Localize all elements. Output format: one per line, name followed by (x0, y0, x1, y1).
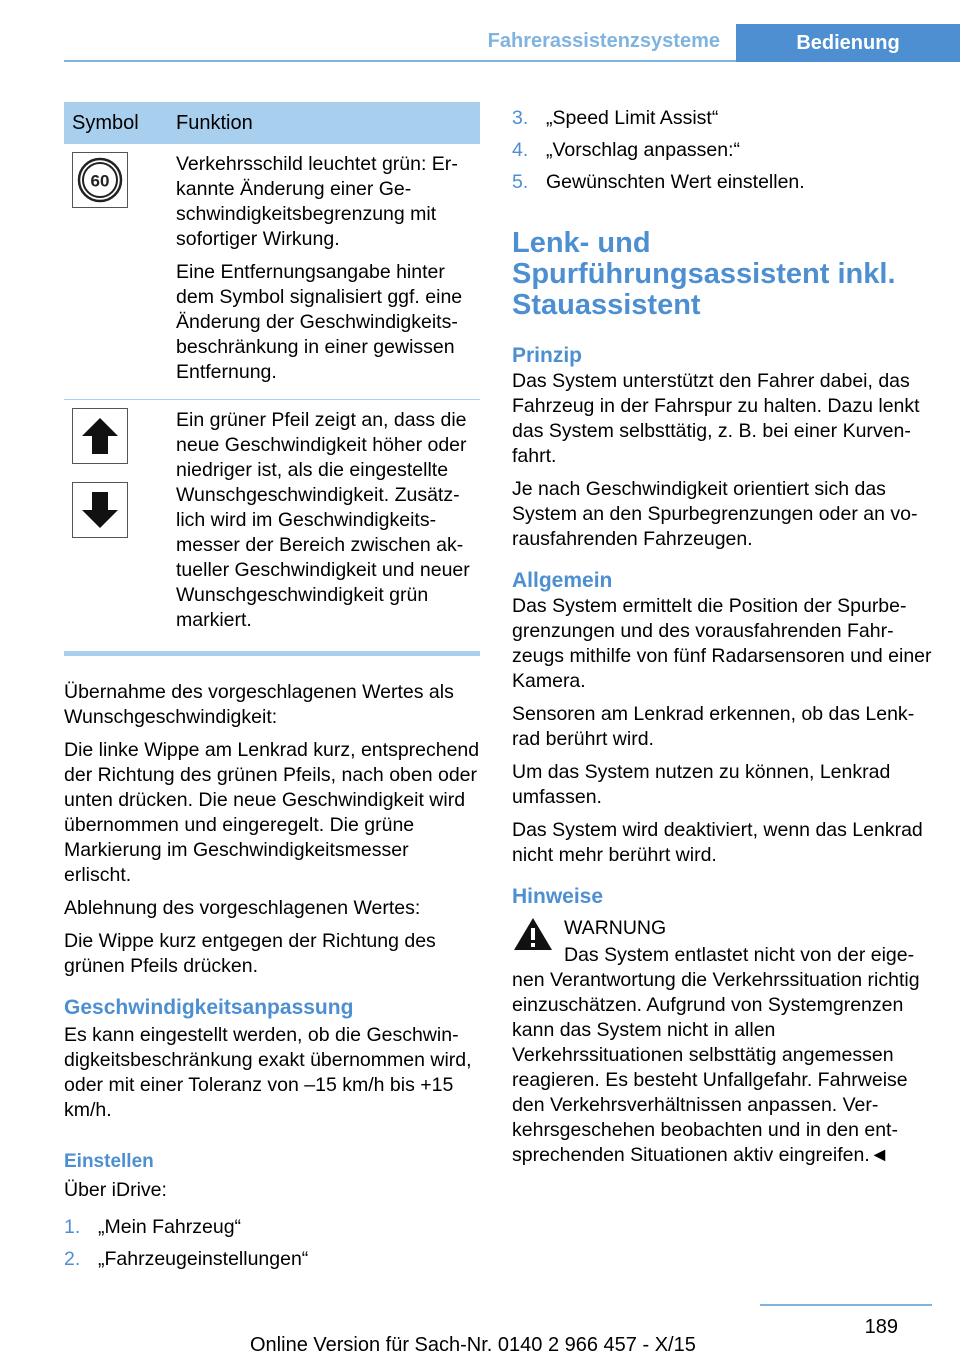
paragraph: Übernahme des vorgeschlagenen Wertes als Wunschgeschwindigkeit: (64, 681, 454, 728)
warning-label: WARNUNG (564, 917, 667, 939)
general-text (512, 594, 932, 868)
heading-notes: Hinweise (512, 885, 604, 908)
step-number: 3. (512, 107, 529, 129)
paragraph: Das System wird deaktiviert, wenn das Lenkrad nicht mehr berührt wird. (512, 819, 923, 866)
paragraph: Die Wippe kurz entgegen der Richtung des grünen Pfeils drücken. (64, 930, 436, 977)
online-version-note: Online Version für Sach-Nr. 0140 2 966 457 - X/15 (250, 1334, 696, 1356)
function-text: Ein grüner Pfeil zeigt an, dass die neue Geschwindigkeit höher oder niedriger ist, als die eingestellte Wunschgeschwindigkeit. Zusätzlich wird im Geschwindigkeitsmesser der Bereich zwischen aktueller Geschwindigkeit und neuer Wunschgeschwindigkeit grün markiert. (176, 409, 470, 631)
paragraph: Das System unterstützt den Fahrer dabei, das Fahrzeug in der Fahrspur zu halten. Dazu lenkt das System selbsttätig, z. B. bei einer Kurvenfahrt. (512, 370, 920, 467)
left-body-text (64, 680, 480, 979)
table-cell-function (168, 400, 480, 648)
table-header-row (64, 102, 480, 144)
list-item (64, 1243, 480, 1275)
warning-triangle-icon (512, 916, 554, 952)
step-text: „Fahrzeugeinstellungen“ (98, 1248, 309, 1270)
arrow-down-icon (72, 482, 128, 538)
table-cell-symbol (64, 144, 168, 400)
step-text: Gewünschten Wert einstellen. (546, 171, 805, 193)
step-text: „Mein Fahrzeug“ (98, 1216, 242, 1238)
right-column (512, 102, 932, 1168)
table-cell-symbol (64, 400, 168, 648)
warning-block (512, 916, 932, 941)
table-cell-function (168, 144, 480, 400)
arrow-up-icon (72, 408, 128, 464)
speed-sign-value: 60 (90, 171, 110, 191)
step-number: 5. (512, 171, 529, 193)
symbol-table (64, 102, 480, 647)
paragraph: Ablehnung des vorgeschlagenen Wertes: (64, 897, 421, 919)
step-number: 1. (64, 1216, 81, 1238)
left-column (64, 102, 480, 1275)
paragraph: Über iDrive: (64, 1179, 167, 1201)
header-chapter-tab: Bedienung (736, 24, 960, 62)
heading-settings: Einstellen (64, 1151, 154, 1172)
paragraph: Es kann eingestellt werden, ob die Geschwindigkeitsbeschränkung exakt übernommen wird, oder mit einer Toleranz von –15 km/h bis +15 km/h. (64, 1024, 472, 1121)
paragraph: Das System ermittelt die Position der Spurbegrenzungen und des vorausfahrenden Fahrzeugs mithilfe von fünf Radarsensoren und einer Kamera. (512, 595, 932, 692)
list-item (512, 102, 932, 134)
table-header-symbol: Symbol (64, 102, 168, 144)
table-end-rule (64, 651, 480, 656)
page-number: 189 (864, 1316, 898, 1338)
speed-sign-60-icon (72, 152, 128, 208)
table-header-function: Funktion (168, 102, 480, 144)
step-text: „Speed Limit Assist“ (546, 107, 719, 129)
step-text: „Vorschlag anpassen:“ (546, 139, 741, 161)
footer-rule (760, 1304, 932, 1306)
paragraph: Um das System nutzen zu können, Lenkrad umfassen. (512, 761, 891, 808)
header-section-title: Fahrerassistenzsysteme (487, 30, 720, 52)
list-item (512, 166, 932, 198)
step-number: 4. (512, 139, 529, 161)
table-row (64, 144, 480, 400)
settings-steps-list-continued (512, 102, 932, 198)
paragraph: Sensoren am Lenkrad erkennen, ob das Lenkrad berührt wird. (512, 703, 915, 750)
list-item (512, 134, 932, 166)
settings-steps-list (64, 1211, 480, 1275)
heading-speed-adjustment: Geschwindigkeitsanpassung (64, 996, 354, 1019)
table-row (64, 400, 480, 648)
principle-text (512, 369, 932, 552)
function-text: Verkehrsschild leuchtet grün: Erkannte Änderung einer Geschwindigkeitsbegrenzung mit sofortiger Wirkung. (176, 153, 458, 250)
warning-text: Das System entlastet nicht von der eigenen Verantwortung die Verkehrssituation richtig einzuschätzen. Aufgrund von Systemgrenzen kann das System nicht in allen Verkehrssituationen selbsttätig angemessen reagieren. Es besteht Unfallgefahr. Fahrweise den Verkehrsverhältnissen anpassen. Verkehrsgeschehen beobachten und in den entsprechenden Situationen aktiv eingreifen.◄ (512, 944, 920, 1166)
heading-general: Allgemein (512, 569, 613, 592)
heading-principle: Prinzip (512, 344, 583, 367)
step-number: 2. (64, 1248, 81, 1270)
list-item (64, 1211, 480, 1243)
paragraph: Die linke Wippe am Lenkrad kurz, entsprechend der Richtung des grünen Pfeils, nach oben oder unten drücken. Die neue Geschwindigkeit wird übernommen und eingeregelt. Die grüne Markierung im Geschwindigkeitsmesser erlischt. (64, 739, 480, 886)
function-text: Eine Entfernungsangabe hinter dem Symbol signalisiert ggf. eine Änderung der Geschwindigkeitsbeschränkung in einer gewissen Entfernung. (176, 261, 463, 383)
paragraph: Je nach Geschwindigkeit orientiert sich das System an den Spurbegrenzungen oder an vorausfahrenden Fahrzeugen. (512, 478, 918, 550)
heading-lane-assistant: Lenk- und Spurführungsassistent inkl. Stauassistent (512, 227, 896, 321)
